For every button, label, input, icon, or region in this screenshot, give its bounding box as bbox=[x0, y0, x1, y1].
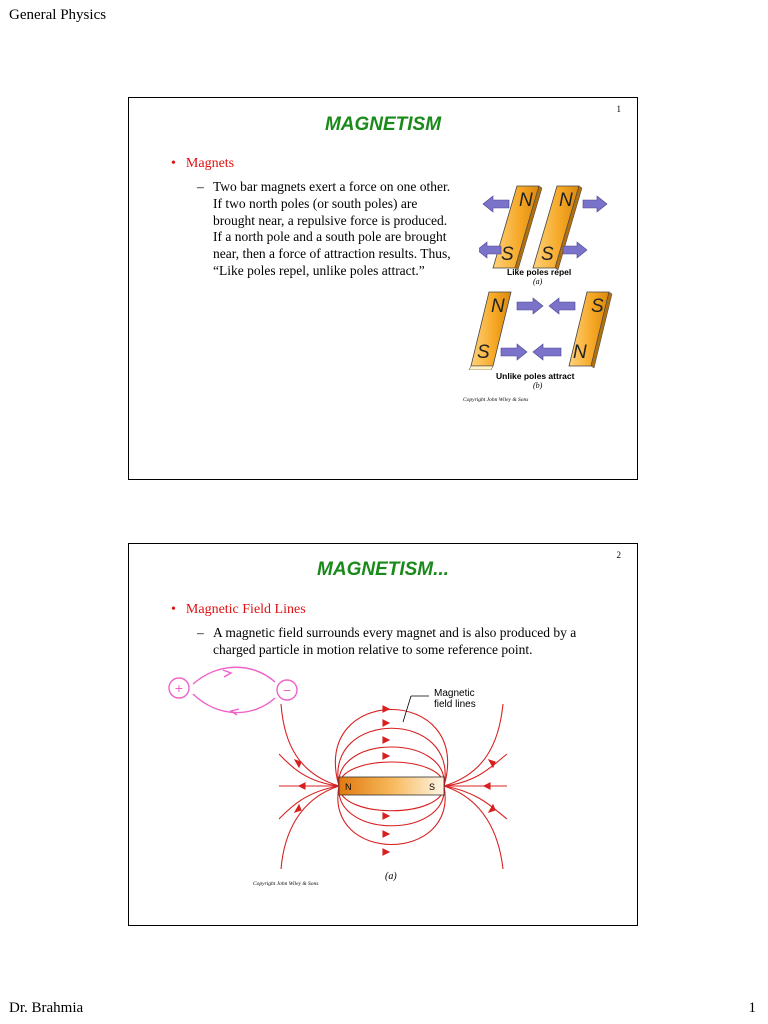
arrow-left-icon bbox=[533, 344, 561, 360]
page-header-title: General Physics bbox=[9, 7, 107, 23]
sub-bullet-magnets bbox=[197, 179, 453, 280]
unlike-poles-attract-figure bbox=[467, 290, 617, 370]
caption-unlike-poles: Unlike poles attract bbox=[496, 371, 575, 381]
copyright-text: Copyright John Wiley & Sons bbox=[463, 397, 529, 403]
slide-title: MAGNETISM... bbox=[317, 559, 449, 580]
minus-annotation: − bbox=[282, 682, 292, 698]
pole-label-n: N bbox=[345, 782, 352, 792]
footer-page-number: 1 bbox=[748, 1000, 756, 1016]
pole-label-n: N bbox=[573, 342, 587, 363]
bullet-dot-icon: • bbox=[171, 602, 176, 617]
arrow-right-icon bbox=[517, 298, 543, 314]
bullet-field-lines bbox=[171, 602, 306, 618]
pole-label-s: S bbox=[541, 244, 554, 265]
sub-bullet-text: A magnetic field surrounds every magnet and is also produced by a charged particle in motion relative to some reference point. bbox=[213, 625, 577, 657]
slide-number: 2 bbox=[616, 550, 621, 560]
slide-title: MAGNETISM bbox=[324, 114, 442, 135]
caption-label-a: (a) bbox=[385, 871, 397, 882]
arrow-right-icon bbox=[563, 242, 587, 258]
like-poles-repel-figure bbox=[479, 184, 619, 294]
pole-label-s: S bbox=[591, 296, 604, 317]
footer-author: Dr. Brahmia bbox=[9, 1000, 84, 1016]
arrow-right-icon bbox=[501, 344, 527, 360]
bullet-dot-icon: • bbox=[171, 156, 176, 171]
bullet-text: Magnets bbox=[185, 156, 235, 171]
arrow-left-icon bbox=[483, 196, 509, 212]
pole-label-n: N bbox=[491, 296, 505, 317]
dash-icon: – bbox=[197, 625, 204, 640]
copyright-text: Copyright John Wiley & Sons bbox=[253, 881, 319, 887]
sub-bullet-text: Two bar magnets exert a force on one other. If two north poles (or south poles) are brought near, a repulsive force is produced. If a north pole and a south pole are brought near, then a force of attraction results. Thus, “Like poles repel, unlike poles attract.” bbox=[213, 179, 451, 278]
pole-label-n: N bbox=[559, 190, 573, 211]
slide-2 bbox=[128, 543, 638, 926]
slide-number: 1 bbox=[616, 104, 621, 114]
pole-label-n: N bbox=[519, 190, 533, 211]
dash-icon: – bbox=[197, 179, 204, 194]
arrow-right-icon bbox=[583, 196, 607, 212]
arrow-left-icon bbox=[549, 298, 575, 314]
bullet-magnets bbox=[171, 156, 234, 172]
bullet-text: Magnetic Field Lines bbox=[185, 602, 306, 617]
caption-label-b: (b) bbox=[533, 381, 543, 390]
pole-label-s: S bbox=[429, 782, 436, 792]
field-lines-label: Magnetic field lines bbox=[434, 688, 476, 710]
caption-label-a: (a) bbox=[533, 277, 543, 286]
caption-like-poles: Like poles repel bbox=[507, 267, 572, 277]
pole-label-s: S bbox=[477, 342, 490, 363]
plus-annotation: + bbox=[174, 680, 184, 696]
slide-1 bbox=[128, 97, 638, 480]
sub-bullet-field-lines bbox=[197, 625, 613, 659]
pole-label-s: S bbox=[501, 244, 514, 265]
